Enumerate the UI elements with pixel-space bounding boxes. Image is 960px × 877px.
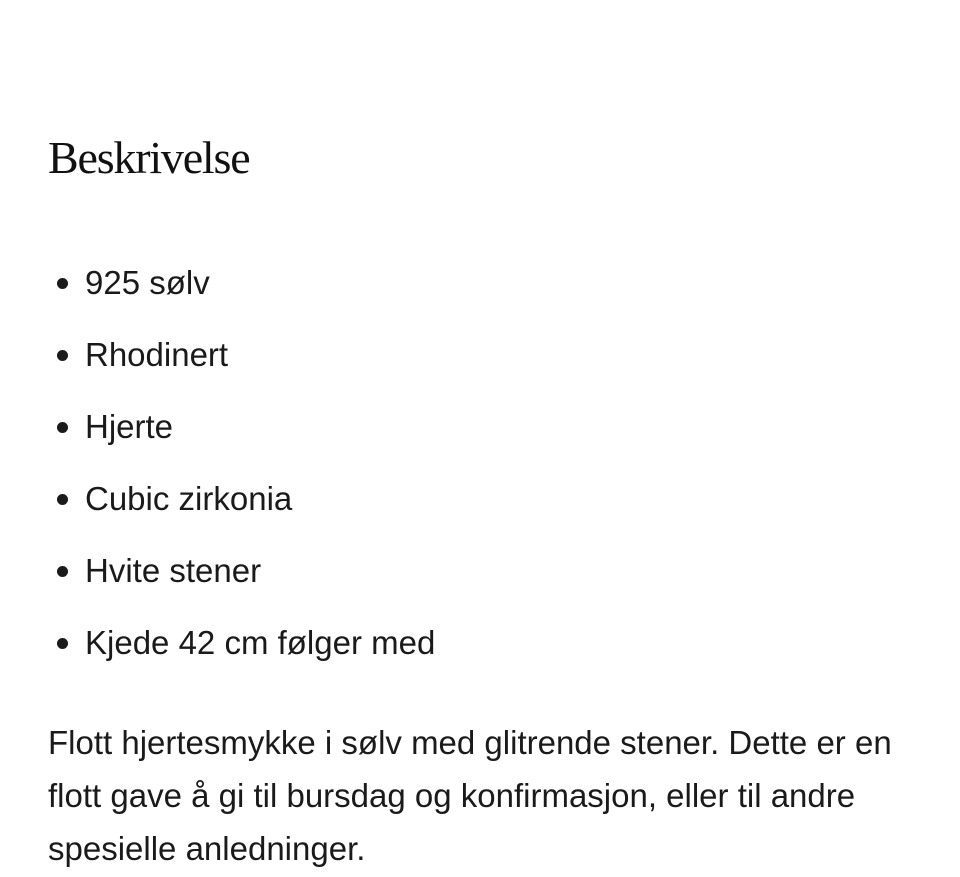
feature-item: [48, 394, 435, 466]
section-heading: Beskrivelse: [48, 132, 250, 183]
bullet-icon: [57, 638, 68, 649]
feature-text: Hjerte: [85, 408, 174, 445]
feature-list: [48, 250, 435, 682]
bullet-icon: [57, 278, 68, 289]
feature-item: [48, 610, 435, 682]
feature-text: 925 sølv: [85, 264, 210, 301]
feature-text: Cubic zirkonia: [85, 480, 293, 517]
feature-item: [48, 466, 435, 538]
bullet-icon: [57, 566, 68, 577]
feature-item: [48, 250, 435, 322]
feature-item: [48, 322, 435, 394]
bullet-icon: [57, 422, 68, 433]
feature-text: Rhodinert: [85, 336, 229, 373]
description-paragraph: Flott hjertesmykke i sølv med glitrende stener. Dette er en flott gave å gi til bursdag og konfirmasjon, eller til andre spesielle anledninger.: [48, 724, 892, 867]
feature-text: Kjede 42 cm følger med: [85, 624, 436, 661]
bullet-icon: [57, 494, 68, 505]
bullet-icon: [57, 350, 68, 361]
feature-item: [48, 538, 435, 610]
feature-text: Hvite stener: [85, 552, 262, 589]
